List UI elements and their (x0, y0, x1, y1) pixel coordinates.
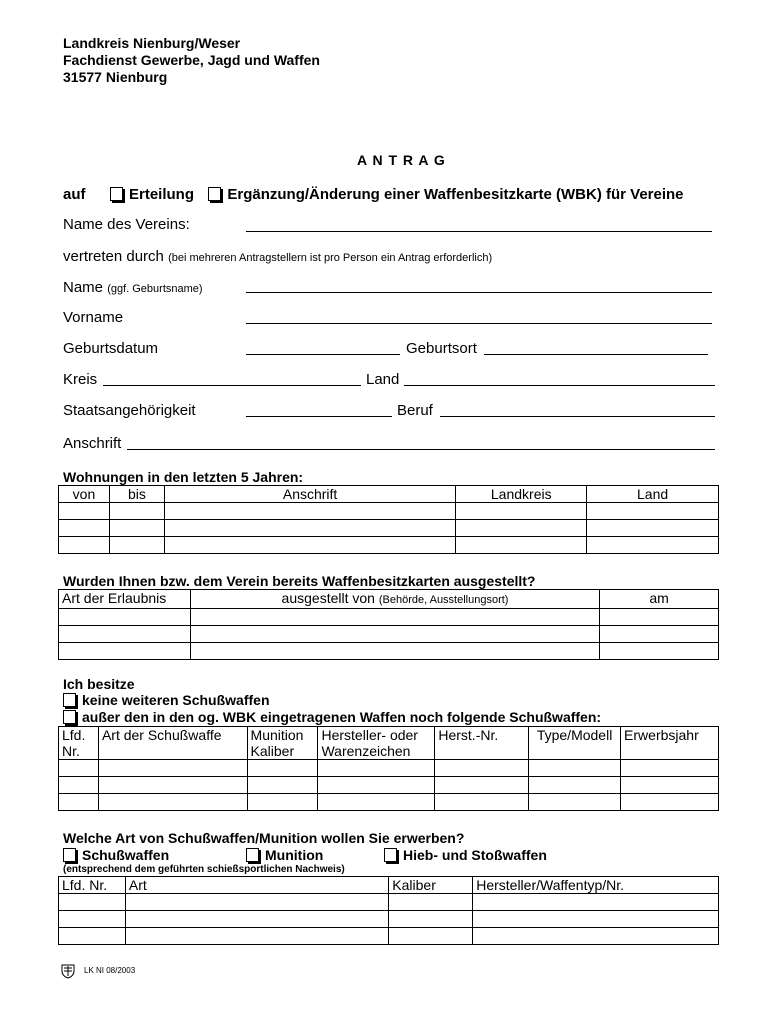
form-code: LK NI 08/2003 (84, 966, 136, 975)
header-hersteller (318, 727, 435, 760)
lfd-line2: Nr. (62, 743, 80, 759)
table-row[interactable] (59, 643, 719, 660)
header-herst-nr: Herst.-Nr. (435, 727, 529, 760)
erwerb-option-munition (246, 847, 323, 863)
table-row[interactable] (59, 626, 719, 643)
beruf-label: Beruf (397, 402, 433, 419)
table-header-row (59, 877, 719, 894)
geburtsort-label: Geburtsort (406, 340, 477, 357)
table-row[interactable] (59, 537, 719, 554)
land-label: Land (366, 371, 400, 388)
vorname-label: Vorname (63, 309, 124, 326)
besitz-option-keine (63, 692, 270, 708)
name-label (63, 279, 203, 296)
header-art-schusswaffe: Art der Schußwaffe (98, 727, 247, 760)
anschrift-line[interactable] (127, 449, 715, 450)
hieb-stoss-label: Hieb- und Stoßwaffen (403, 847, 547, 863)
coat-of-arms-icon (61, 963, 75, 984)
header-lfd (59, 727, 99, 760)
header-art-erlaubnis: Art der Erlaubnis (59, 590, 191, 609)
checkbox-keine-waffen[interactable] (63, 693, 76, 707)
header-kaliber: Kaliber (389, 877, 473, 894)
weitere-waffen-label: außer den in den og. WBK eingetragenen Waffen noch folgende Schußwaffen: (82, 709, 602, 725)
table-row[interactable] (59, 520, 719, 537)
header-von: von (59, 486, 110, 503)
verein-line[interactable] (246, 231, 712, 232)
header-hersteller-typ: Hersteller/Waffentyp/Nr. (473, 877, 719, 894)
name-line[interactable] (246, 292, 712, 293)
header-lfd-nr: Lfd. Nr. (59, 877, 126, 894)
header-erwerbsjahr: Erwerbsjahr (621, 727, 719, 760)
authority-address: 31577 Nienburg (63, 69, 168, 85)
wbk-title: Wurden Ihnen bzw. dem Verein bereits Waffenbesitzkarten ausgestellt? (63, 573, 536, 589)
vorname-line[interactable] (246, 323, 712, 324)
geburtsort-line[interactable] (484, 354, 708, 355)
verein-label: Name des Vereins: (63, 216, 190, 233)
vertreten-text: vertreten durch (63, 248, 164, 265)
geburtsdatum-label: Geburtsdatum (63, 340, 159, 357)
erwerb-table (58, 876, 719, 945)
table-header-row (59, 590, 719, 609)
header-landkreis: Landkreis (456, 486, 587, 503)
ausgestellt-text: ausgestellt von (281, 590, 375, 606)
erteilung-label: Erteilung (129, 186, 195, 203)
checkbox-erteilung[interactable] (110, 187, 123, 201)
kreis-line[interactable] (103, 385, 361, 386)
header-am: am (600, 590, 719, 609)
geburtsdatum-line[interactable] (246, 354, 400, 355)
erwerb-note: (entsprechend dem geführten schießsportlichen Nachweis) (63, 864, 345, 875)
table-row[interactable] (59, 503, 719, 520)
header-anschrift: Anschrift (164, 486, 455, 503)
erwerb-option-schusswaffen (63, 847, 169, 863)
erwerb-title: Welche Art von Schußwaffen/Munition wollen Sie erwerben? (63, 830, 465, 846)
staat-line[interactable] (246, 416, 392, 417)
besitz-table (58, 726, 719, 811)
table-row[interactable] (59, 777, 719, 794)
header-bis: bis (109, 486, 164, 503)
ergaenzung-label: Ergänzung/Änderung einer Waffenbesitzkarte (WBK) für Vereine (227, 186, 684, 203)
erwerb-option-hieb (384, 847, 547, 863)
staat-label: Staatsangehörigkeit (63, 402, 196, 419)
lfd-line1: Lfd. (62, 727, 86, 743)
form-title: A N T R A G (357, 152, 446, 168)
table-row[interactable] (59, 609, 719, 626)
header-munition (247, 727, 318, 760)
besitz-option-weitere (63, 709, 601, 725)
header-land: Land (587, 486, 719, 503)
authority-name: Landkreis Nienburg/Weser (63, 35, 241, 51)
wohnungen-table (58, 485, 719, 554)
beruf-line[interactable] (440, 416, 715, 417)
name-text: Name (63, 279, 104, 296)
table-header-row (59, 486, 719, 503)
checkbox-ergaenzung[interactable] (208, 187, 221, 201)
header-art: Art (125, 877, 388, 894)
checkbox-munition[interactable] (246, 848, 259, 862)
vertreten-note: (bei mehreren Antragstellern ist pro Person ein Antrag erforderlich) (168, 252, 493, 264)
checkbox-weitere-waffen[interactable] (63, 710, 76, 724)
table-header-row (59, 727, 719, 760)
name-note: (ggf. Geburtsname) (107, 283, 203, 295)
department-name: Fachdienst Gewerbe, Jagd und Waffen (63, 52, 320, 68)
header-ausgestellt (190, 590, 599, 609)
kreis-label: Kreis (63, 371, 98, 388)
besitz-title: Ich besitze (63, 676, 135, 692)
checkbox-hieb-stoss[interactable] (384, 848, 397, 862)
wohnungen-title: Wohnungen in den letzten 5 Jahren: (63, 469, 304, 485)
munition-line1: Munition (250, 727, 304, 743)
munition-label: Munition (265, 847, 324, 863)
schusswaffen-label: Schußwaffen (82, 847, 170, 863)
table-row[interactable] (59, 760, 719, 777)
checkbox-schusswaffen[interactable] (63, 848, 76, 862)
table-row[interactable] (59, 894, 719, 911)
table-row[interactable] (59, 911, 719, 928)
table-row[interactable] (59, 794, 719, 811)
hersteller-line2: Warenzeichen (321, 743, 411, 759)
vertreten-label (63, 248, 492, 265)
anschrift-label: Anschrift (63, 435, 122, 452)
wbk-table (58, 589, 719, 660)
hersteller-line1: Hersteller- oder (321, 727, 418, 743)
keine-waffen-label: keine weiteren Schußwaffen (82, 692, 270, 708)
land-line[interactable] (404, 385, 715, 386)
application-type-options (110, 186, 684, 203)
munition-line2: Kaliber (250, 743, 295, 759)
auf-label: auf (63, 186, 86, 203)
table-row[interactable] (59, 928, 719, 945)
ausgestellt-note: (Behörde, Ausstellungsort) (378, 594, 509, 606)
header-type-modell: Type/Modell (529, 727, 621, 760)
